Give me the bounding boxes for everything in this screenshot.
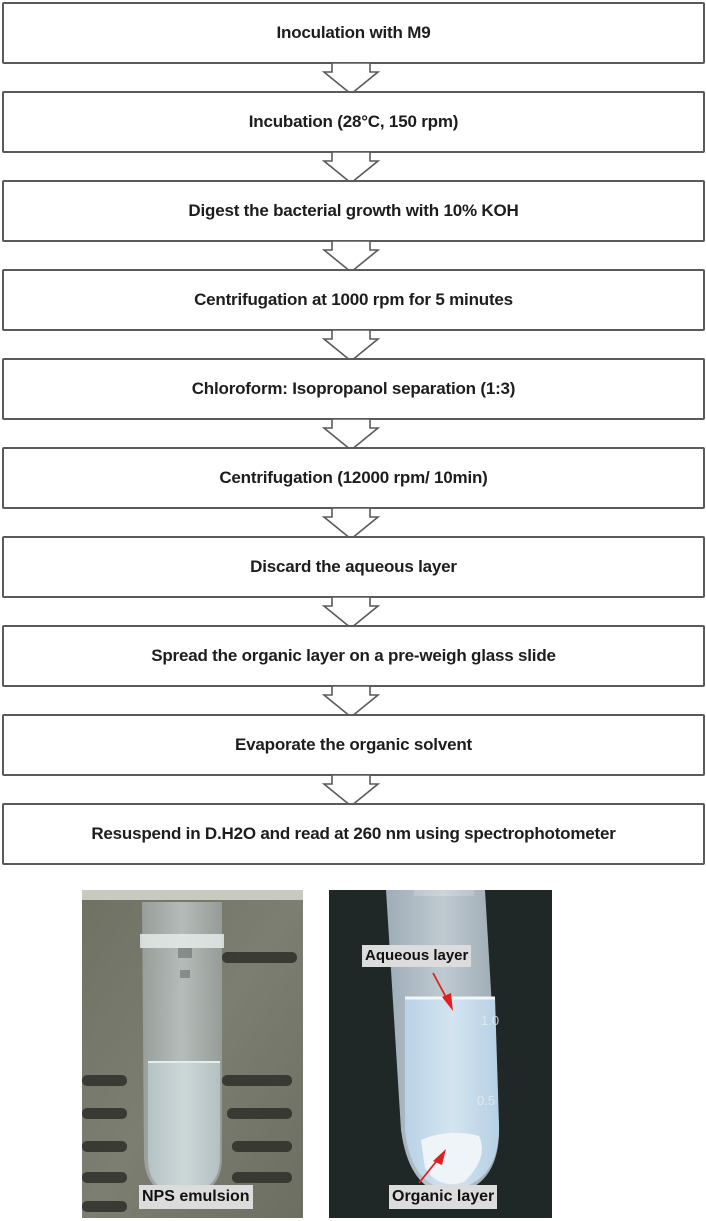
caption-nps-emulsion: NPS emulsion — [139, 1185, 253, 1209]
step-label: Incubation (28°C, 150 rpm) — [248, 112, 459, 131]
label-organic-layer: Organic layer — [389, 1185, 497, 1209]
step-incubation — [2, 91, 705, 153]
step-label: Digest the bacterial growth with 10% KOH — [188, 201, 519, 220]
svg-text:1.0: 1.0 — [481, 1013, 500, 1028]
photo-layer-separation — [329, 890, 552, 1218]
step-chloroform-separation — [2, 358, 705, 420]
step-label: Centrifugation (12000 rpm/ 10min) — [219, 468, 488, 487]
step-label: Chloroform: Isopropanol separation (1:3) — [191, 379, 516, 398]
step-label: Inoculation with M9 — [276, 23, 431, 42]
step-digest — [2, 180, 705, 242]
step-evaporate — [2, 714, 705, 776]
photo-nps-emulsion — [82, 890, 303, 1218]
step-label: Resuspend in D.H2O and read at 260 nm using spectrophotometer — [91, 824, 616, 843]
tube-photo-image — [82, 890, 303, 1218]
step-label: Discard the aqueous layer — [250, 557, 457, 576]
tube-photo-image — [329, 890, 552, 1218]
step-spread-organic — [2, 625, 705, 687]
step-label: Evaporate the organic solvent — [235, 735, 472, 754]
step-label: Centrifugation at 1000 rpm for 5 minutes — [194, 290, 513, 309]
step-label: Spread the organic layer on a pre-weigh glass slide — [151, 646, 556, 665]
step-discard-aqueous — [2, 536, 705, 598]
step-centrifugation-1000 — [2, 269, 705, 331]
step-centrifugation-12000 — [2, 447, 705, 509]
label-aqueous-layer: Aqueous layer — [362, 945, 471, 967]
step-inoculation — [2, 2, 705, 64]
step-resuspend-read — [2, 803, 705, 865]
svg-text:0.5: 0.5 — [477, 1093, 496, 1108]
